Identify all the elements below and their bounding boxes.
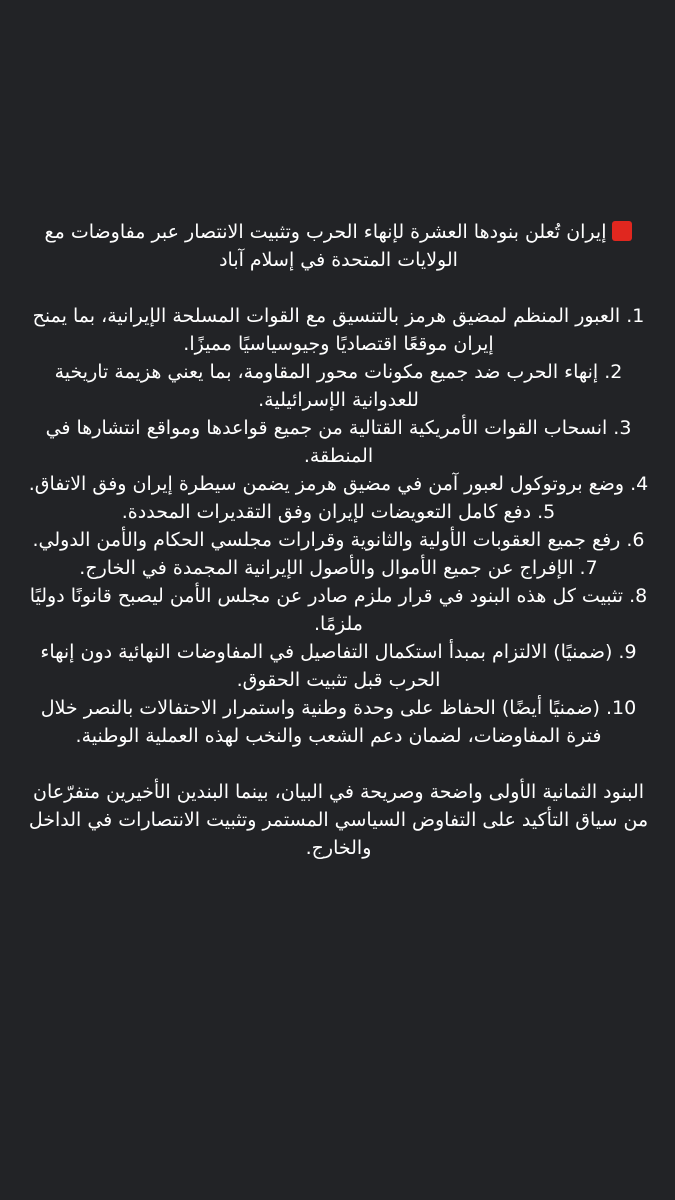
point-3: 3. انسحاب القوات الأمريكية القتالية من جميع قواعدها ومواقع انتشارها في المنطقة.: [45, 417, 632, 467]
summary-paragraph: البنود الثمانية الأولى واضحة وصريحة في البيان، بينما البندين الأخيرين متفرّعان من سياق التأكيد على التفاوض السياسي المستمر وتثبيت الانتصارات في الداخل والخارج.: [28, 781, 649, 859]
points-list: [22, 302, 655, 750]
headline-text: إيران تُعلن بنودها العشرة لإنهاء الحرب وتثبيت الانتصار عبر مفاوضات مع الولايات المتحدة في إسلام آباد: [44, 221, 607, 271]
story-text-block: [22, 218, 655, 862]
point-1: 1. العبور المنظم لمضيق هرمز بالتنسيق مع القوات المسلحة الإيرانية، بما يمنح إيران موقعًا اقتصاديًا وجيوسياسيًا مميزًا.: [32, 305, 645, 355]
point-10: 10. (ضمنيًا أيضًا) الحفاظ على وحدة وطنية واستمرار الاحتفالات بالنصر خلال فترة المفاوضات، لضمان دعم الشعب والنخب لهذه العملية الوطنية.: [40, 697, 637, 747]
point-5: 5. دفع كامل التعويضات لإيران وفق التقديرات المحددة.: [121, 501, 556, 523]
point-4: 4. وضع بروتوكول لعبور آمن في مضيق هرمز يضمن سيطرة إيران وفق الاتفاق.: [28, 473, 649, 495]
point-2: 2. إنهاء الحرب ضد جميع مكونات محور المقاومة، بما يعني هزيمة تاريخية للعدوانية الإسرائيلية.: [54, 361, 623, 411]
headline: [22, 218, 655, 274]
point-8: 8. تثبيت كل هذه البنود في قرار ملزم صادر عن مجلس الأمن ليصبح قانونًا دوليًا ملزمًا.: [29, 585, 648, 635]
point-9: 9. (ضمنيًا) الالتزام بمبدأ استكمال التفاصيل في المفاوضات النهائية دون إنهاء الحرب قبل تثبيت الحقوق.: [40, 641, 637, 691]
red-square-icon: [612, 221, 632, 241]
point-7: 7. الإفراج عن جميع الأموال والأصول الإيرانية المجمدة في الخارج.: [79, 557, 598, 579]
point-6: 6. رفع جميع العقوبات الأولية والثانوية وقرارات مجلسي الحكام والأمن الدولي.: [32, 529, 645, 551]
